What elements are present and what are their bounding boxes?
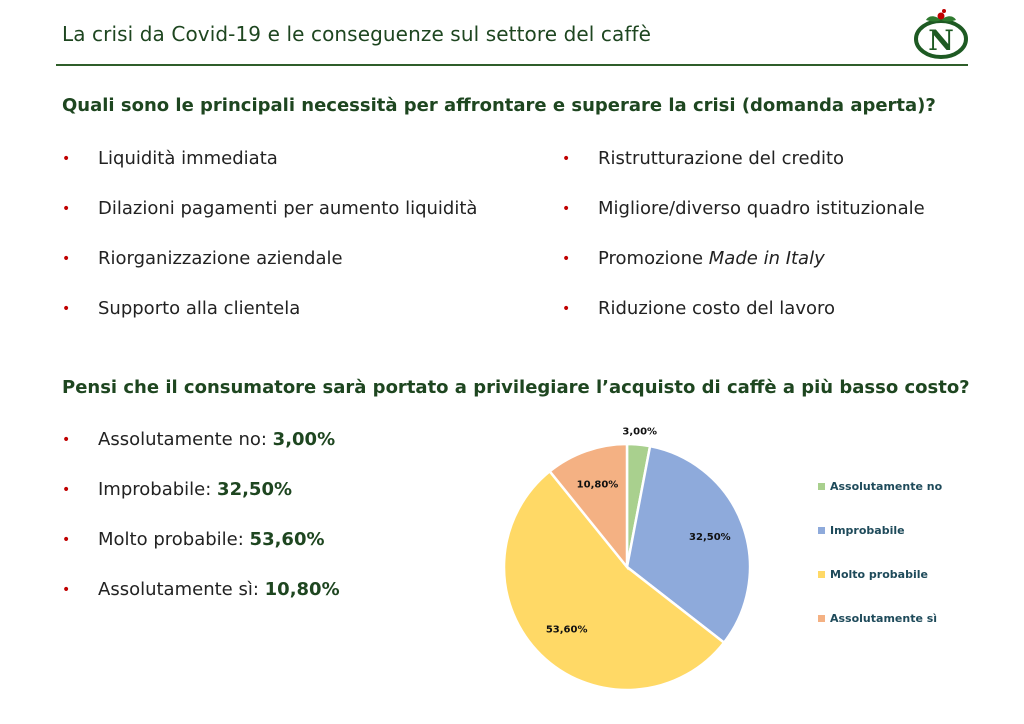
title-divider [56,64,968,66]
bullet-icon: • [62,301,71,317]
legend-label: Assolutamente sì [830,612,938,625]
data-label-1: 3,00% [622,426,658,438]
bullet-icon: • [62,482,71,498]
legend-label: Molto probabile [830,568,928,581]
bullet-icon: • [62,432,71,448]
data-label-2: 32,50% [689,531,731,543]
bullet-icon: • [562,151,571,167]
bullet-icon: • [62,151,71,167]
slide-title: La crisi da Covid-19 e le conseguenze sul settore del caffè [62,22,652,46]
question-needs: Quali sono le principali necessità per affrontare e superare la crisi (domanda aperta)? [62,95,936,116]
bullet-icon: • [62,532,71,548]
logo-letter: N [928,24,954,57]
bullet-icon: • [62,251,71,267]
logo-berry-2 [942,9,946,13]
company-logo [912,6,970,62]
bullet-icon: • [62,582,71,598]
answer-value: 53,60% [249,529,325,550]
legend-swatch [818,483,825,490]
bullet-icon: • [562,251,571,267]
legend-label: Assolutamente no [830,480,943,493]
data-label-4: 10,80% [576,479,619,491]
question-consumer: Pensi che il consumatore sarà portato a privilegiare l’acquisto di caffè a più basso costo? [62,377,970,398]
legend-swatch [818,571,825,578]
bullet-icon: • [562,201,571,217]
answer-value: 10,80% [264,579,340,600]
answer-value: 3,00% [272,429,336,450]
made-in-italy-text: Made in Italy [708,248,825,269]
pie-chart [480,410,780,700]
legend-swatch [818,615,825,622]
bullet-icon: • [62,201,71,217]
bullet-icon: • [562,301,571,317]
logo-berry [938,13,945,20]
data-label-3: 53,60% [545,624,588,636]
legend-swatch [818,527,825,534]
answer-value: 32,50% [217,479,293,500]
legend-label: Improbabile [830,524,905,537]
